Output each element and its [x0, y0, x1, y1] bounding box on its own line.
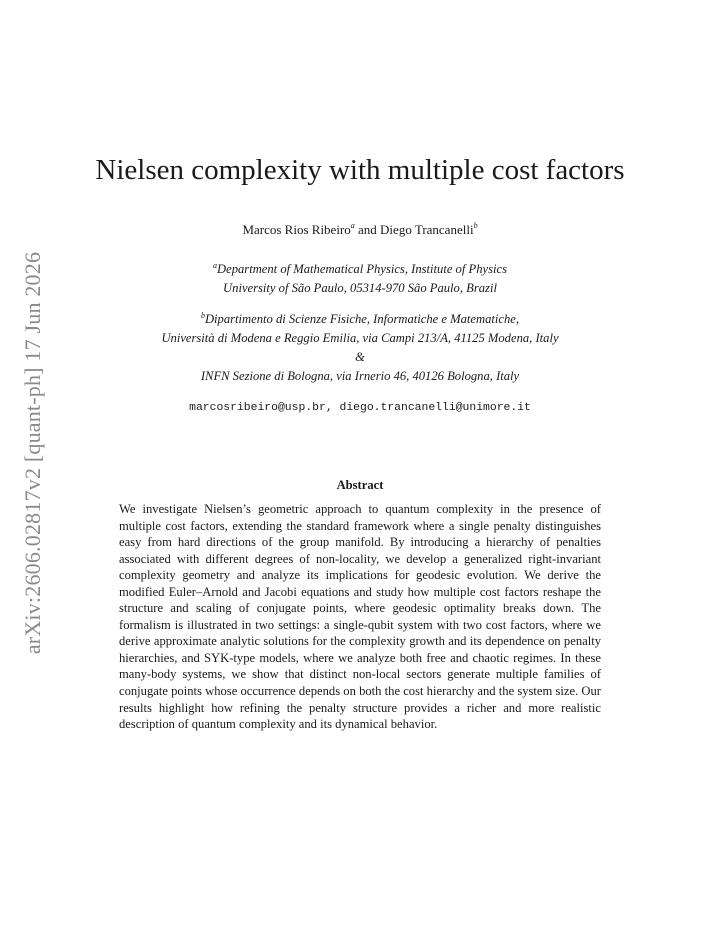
affiliation-text: Department of Mathematical Physics, Institute of Physics — [217, 262, 507, 276]
abstract-heading: Abstract — [336, 478, 384, 492]
affiliation-marker: b — [200, 311, 205, 320]
affiliation-line — [0, 260, 720, 279]
affiliation-line: INFN Sezione di Bologna, via Irnerio 46, 40126 Bologna, Italy — [200, 369, 520, 383]
author-emails: marcosribeiro@usp.br, diego.trancanelli@unimore.it — [189, 402, 531, 414]
affiliation-ampersand: & — [355, 350, 365, 364]
affiliation-b — [0, 310, 720, 386]
affiliation-marker: a — [213, 261, 218, 270]
affiliation-marker: b — [473, 221, 478, 230]
abstract-text: We investigate Nielsen’s geometric approach to quantum complexity in the presence of multiple cost factors, extending the standard framework where a single penalty distinguishes easy from hard directions of the group manifold. By introducing a hierarchy of penalties associated with different degrees of non-locality, we develop a generalized right-invariant complexity geometry and analyze its implications for geodesic evolution. We derive the modified Euler–Arnold and Jacobi equations and study how multiple cost factors reshape the structure and scaling of conjugate points, where geodesic optimality breaks down. The formalism is illustrated in two settings: a single-qubit system with two cost factors, where we derive approximate analytic solutions for the complexity growth and its dependence on penalty hierarchies, and SYK-type models, where we analyze both free and chaotic regimes. In these many-body systems, we show that distinct non-local sectors generate multiple families of conjugate points whose occurrence depends on both the cost hierarchy and the system size. Our results highlight how refining the penalty structure provides a richer and more realistic description of quantum complexity and its dynamical behavior. — [119, 502, 601, 732]
affiliation-line — [0, 310, 720, 329]
affiliation-line: Università di Modena e Reggio Emilia, via Campi 213/A, 41125 Modena, Italy — [161, 331, 559, 345]
author-name: Diego Trancanelli — [380, 222, 474, 237]
arxiv-identifier: arXiv:2606.02817v2 [quant-ph] 17 Jun 2026 — [20, 251, 45, 655]
author-name: Marcos Rios Ribeiro — [242, 222, 351, 237]
affiliation-text: Dipartimento di Scienze Fisiche, Informatiche e Matematiche, — [204, 312, 520, 326]
affiliation-line: University of São Paulo, 05314-970 São Paulo, Brazil — [223, 281, 497, 295]
affiliation-a — [0, 260, 720, 298]
author-list — [0, 222, 720, 238]
paper-title: Nielsen complexity with multiple cost factors — [95, 154, 625, 186]
affiliation-marker: a — [350, 221, 355, 230]
author-connector: and — [354, 222, 381, 237]
